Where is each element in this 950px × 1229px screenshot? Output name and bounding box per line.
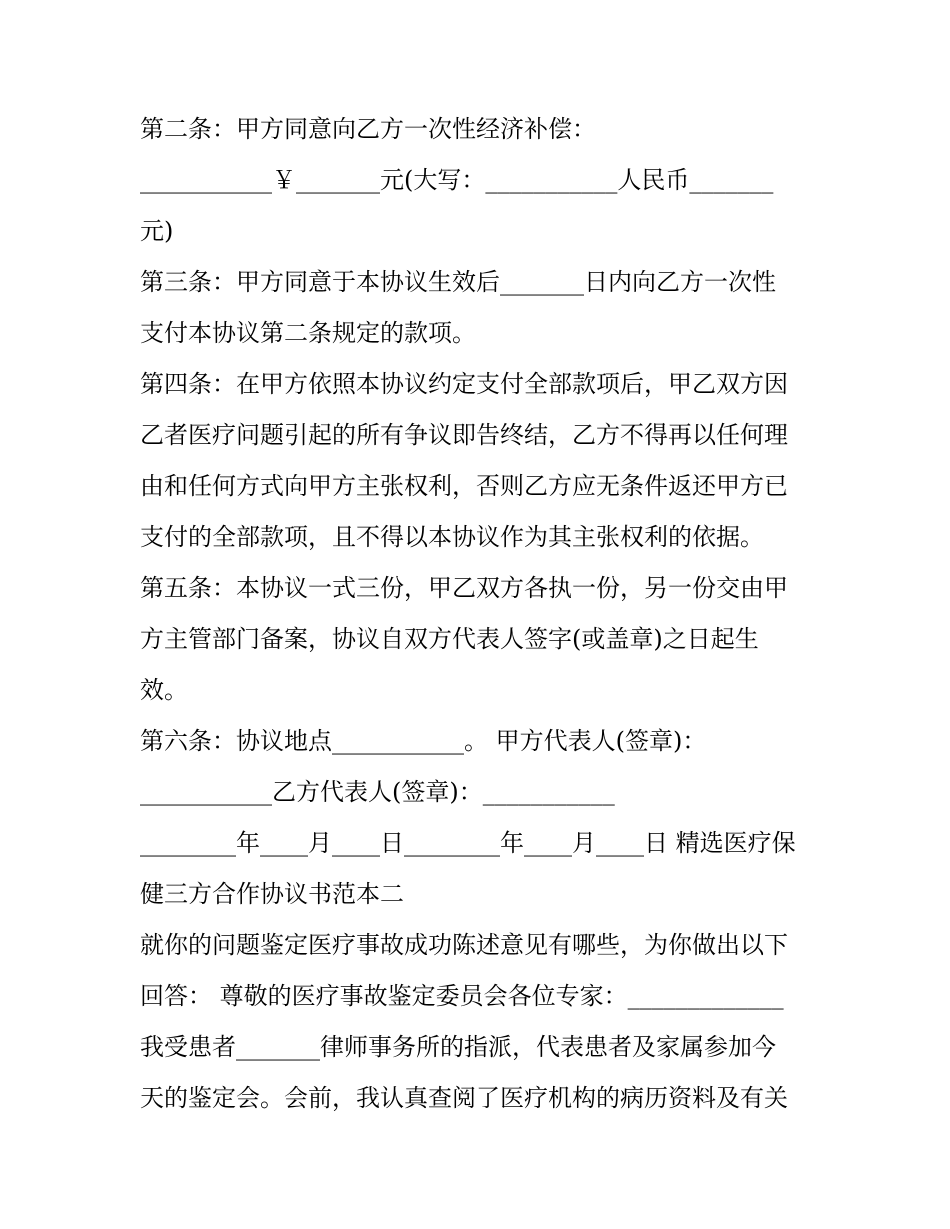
text-line: 就你的问题鉴定医疗事故成功陈述意见有哪些，为你做出以下 (140, 931, 788, 959)
text-line: 乙者医疗问题引起的所有争议即告终结，乙方不得再以任何理 (140, 421, 788, 449)
text-line: 第六条：协议地点___________。 甲方代表人(签章)： (140, 727, 707, 755)
text-line: 我受患者_______律师事务所的指派，代表患者及家属参加今 (140, 1033, 776, 1061)
text-line: ________年____月____日________年____月____日 精选医疗保 (140, 829, 796, 857)
text-line: 支付本协议第二条规定的款项。 (140, 319, 476, 347)
text-line: 方主管部门备案，协议自双方代表人签字(或盖章)之日起生 (140, 625, 759, 653)
text-line: 由和任何方式向甲方主张权利，否则乙方应无条件返还甲方已 (140, 472, 788, 500)
text-line: 第五条：本协议一式三份，甲乙双方各执一份，另一份交由甲 (140, 574, 788, 602)
text-line: 回答： 尊敬的医疗事故鉴定委员会各位专家：_____________ (140, 982, 784, 1010)
text-line: 第三条：甲方同意于本协议生效后_______日内向乙方一次性 (140, 268, 776, 296)
text-line: 天的鉴定会。会前，我认真查阅了医疗机构的病历资料及有关 (140, 1084, 788, 1112)
text-line: 第四条：在甲方依照本协议约定支付全部款项后，甲乙双方因 (140, 370, 788, 398)
text-line: 效。 (140, 676, 188, 704)
text-line: ___________￥_______元(大写：___________人民币_______ (140, 166, 774, 194)
text-line: 支付的全部款项，且不得以本协议作为其主张权利的依据。 (140, 523, 764, 551)
text-line: 元) (140, 217, 174, 245)
text-line: 第二条：甲方同意向乙方一次性经济补偿： (140, 115, 596, 143)
text-line: 健三方合作协议书范本二 (140, 880, 404, 908)
text-line: ___________乙方代表人(签章)：___________ (140, 778, 615, 806)
document-body (140, 104, 820, 1124)
